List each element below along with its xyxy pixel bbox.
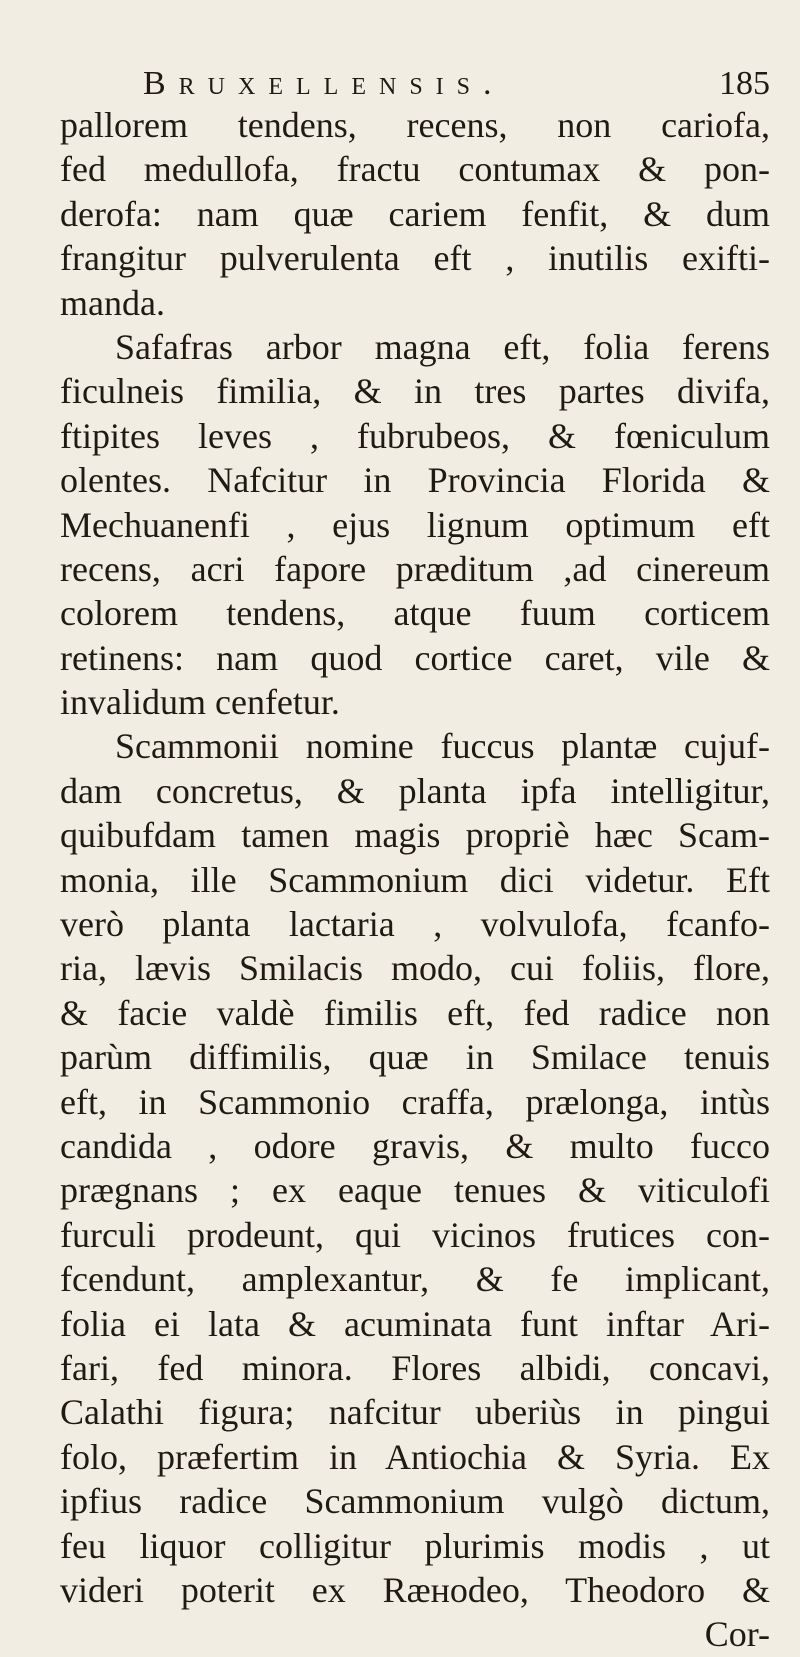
text-line: dam concretus, & planta ipfa intelligitur, — [60, 770, 770, 811]
text-line: colorem tendens, atque fuum corticem — [60, 593, 770, 634]
text-line: pallorem tendens, recens, non cariofa, — [60, 105, 770, 145]
text-line: folo, præfertim in Antiochia & Syria. Ex — [60, 1436, 770, 1477]
text-line: invalidum cenfetur. — [60, 682, 340, 723]
text-line: quibufdam tamen magis propriè hæc Scam- — [60, 815, 770, 856]
text-line: ipfius radice Scammonium vulgò dictum, — [60, 1481, 770, 1522]
text-line: videri poterit ex Ræнodeo, Theodoro & — [60, 1569, 770, 1610]
text-line: fcendunt, amplexantur, & fe implicant, — [60, 1259, 770, 1300]
text-line: candida , odore gravis, & multo fucco — [60, 1125, 770, 1166]
text-line: verò planta lactaria , volvulofa, fcanfo- — [60, 904, 770, 945]
text-line: Scammonii nomine fuccus plantæ cujuf- — [115, 726, 770, 767]
catchword: Cor- — [704, 1614, 770, 1655]
running-head: Bruxellensis. — [143, 65, 505, 102]
text-line: parùm diffimilis, quæ in Smilace tenuis — [60, 1037, 770, 1078]
text-line: Calathi figura; nafcitur uberiùs in pingui — [60, 1392, 770, 1433]
text-line: ficulneis fimilia, & in tres partes divifa, — [60, 371, 770, 412]
text-line: Mechuanenfi , ejus lignum optimum eft — [60, 504, 770, 545]
text-line: recens, acri fapore præditum ,ad cinereum — [60, 548, 770, 589]
text-line: Safafras arbor magna eft, folia ferens — [115, 326, 770, 367]
text-line: eft, in Scammonio craffa, prælonga, intùs — [60, 1081, 770, 1122]
text-line: ftipites leves , fubrubeos, & fœniculum — [60, 415, 770, 456]
text-line: monia, ille Scammonium dici videtur. Eft — [60, 859, 770, 900]
text-line: olentes. Nafcitur in Provincia Florida & — [60, 460, 770, 501]
text-line: folia ei lata & acuminata funt inftar Ari- — [60, 1303, 770, 1344]
text-line: furculi prodeunt, qui vicinos frutices con- — [60, 1214, 770, 1255]
text-line: retinens: nam quod cortice caret, vile & — [60, 637, 770, 678]
text-line: ria, lævis Smilacis modo, cui foliis, flore, — [60, 948, 770, 989]
text-line: fari, fed minora. Flores albidi, concavi, — [60, 1347, 770, 1388]
text-body — [60, 103, 770, 1657]
text-line: prægnans ; ex eaque tenues & viticulofi — [60, 1170, 770, 1211]
text-line: feu liquor colligitur plurimis modis , ut — [60, 1525, 770, 1566]
page-header — [60, 62, 770, 106]
page-number: 185 — [719, 65, 770, 102]
text-line: derofa: nam quæ cariem fenfit, & dum — [60, 193, 770, 234]
text-line: fed medullofa, fractu contumax & pon- — [60, 149, 770, 190]
text-line: frangitur pulverulenta eft , inutilis exifti- — [60, 238, 770, 279]
text-line: manda. — [60, 282, 165, 323]
text-line: & facie valdè fimilis eft, fed radice non — [60, 992, 770, 1033]
